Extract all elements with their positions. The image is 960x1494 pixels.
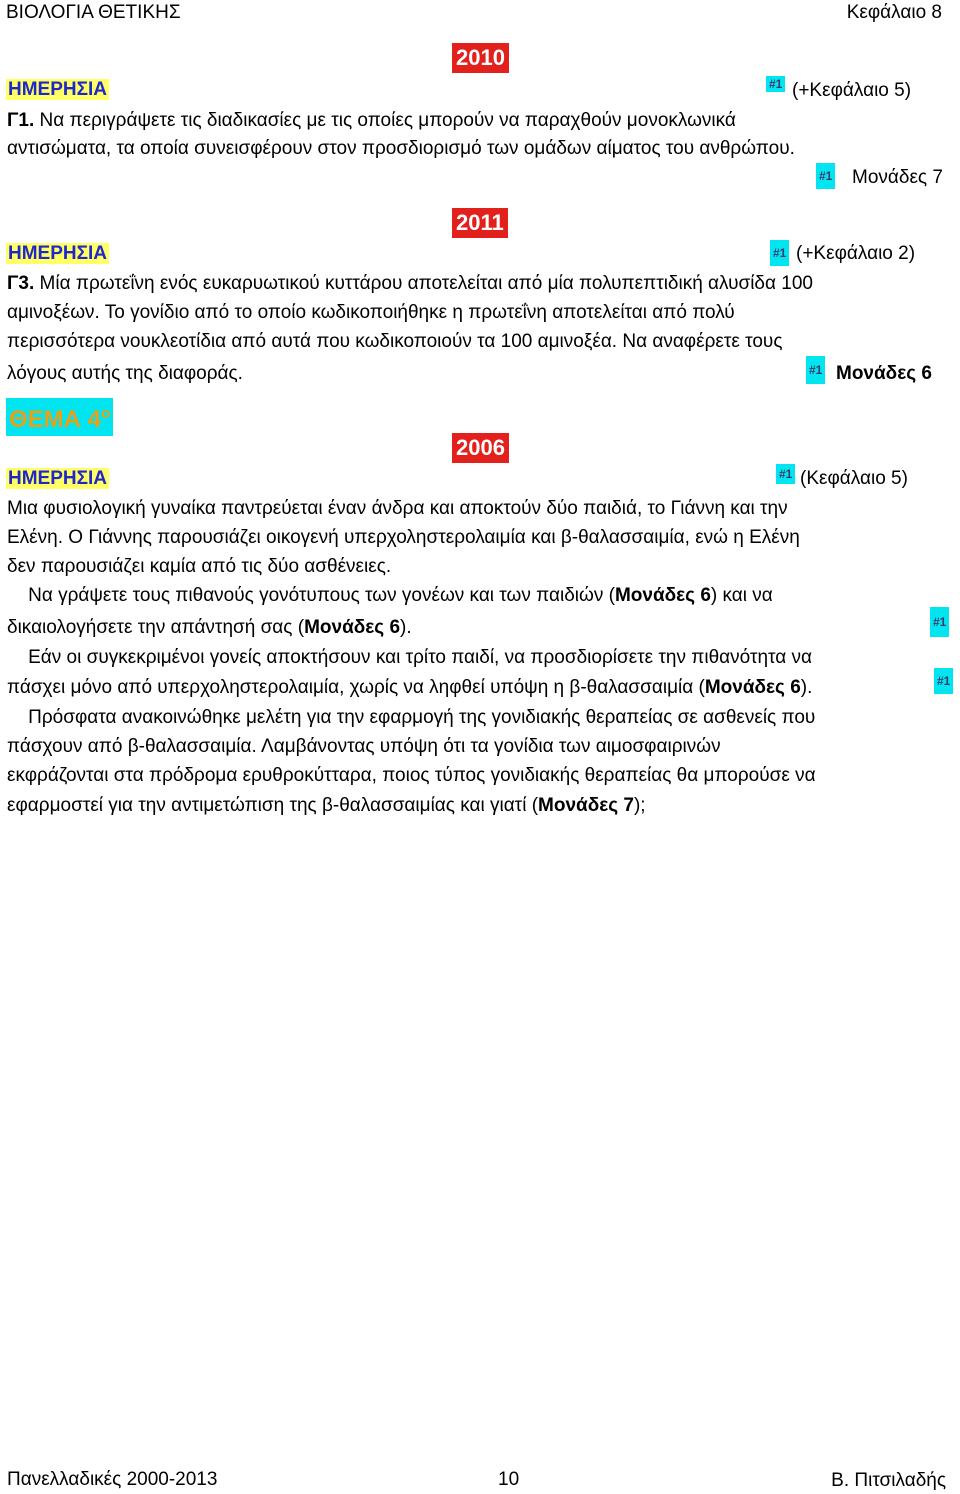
question-g1-line2: αντισώματα, τα οποία συνεισφέρουν στον προσδιορισμό των ομάδων αίματος του ανθρώπου. bbox=[7, 138, 795, 159]
problem-para4-line3: εκφράζονται στα πρόδρομα ερυθροκύτταρα, ποιος τύπος γονιδιακής θεραπείας θα μπορούσε να bbox=[7, 765, 816, 786]
session-label-2010 bbox=[6, 79, 109, 101]
chapter-ref-2006: (Κεφάλαιο 5) bbox=[800, 468, 908, 489]
problem-para1-line2: Ελένη. Ο Γιάννης παρουσιάζει οικογενή υπερχοληστερολαιμία και β-θαλασσαιμία, ενώ η Ελένη bbox=[7, 527, 800, 548]
hash-tag-icon[interactable]: #1 bbox=[806, 356, 825, 384]
points-2010: Μονάδες 7 bbox=[852, 167, 943, 188]
session-label-2011 bbox=[6, 243, 109, 265]
question-g3-line4: λόγους αυτής της διαφοράς. bbox=[7, 363, 243, 384]
problem-para2-line1: Να γράψετε τους πιθανούς γονότυπους των γονέων και των παιδιών (Μονάδες 6) και να bbox=[7, 585, 773, 606]
session-label-2006 bbox=[6, 468, 109, 490]
hash-tag-icon[interactable]: #1 bbox=[766, 76, 785, 92]
hash-tag-icon[interactable]: #1 bbox=[934, 668, 953, 694]
question-g3-line1: Γ3. Μία πρωτεΐνη ενός ευκαρυωτικού κυττάρου αποτελείται από μία πολυπεπτιδική αλυσίδα 100 bbox=[7, 273, 813, 294]
year-badge-2006: 2006 bbox=[452, 433, 509, 463]
problem-para2-line2: δικαιολογήσετε την απάντησή σας (Μονάδες 6). bbox=[7, 617, 412, 638]
footer-left: Πανελλαδικές 2000-2013 bbox=[7, 1469, 218, 1490]
thema-heading: ΘΕΜΑ $4^o$ bbox=[6, 398, 113, 436]
hash-tag-icon[interactable]: #1 bbox=[770, 240, 789, 266]
chapter-ref-2011: (+Κεφάλαιο 2) bbox=[796, 243, 916, 264]
problem-para4-line1: Πρόσφατα ανακοινώθηκε μελέτη για την εφαρμογή της γονιδιακής θεραπείας σε ασθενείς που bbox=[7, 707, 816, 728]
chapter-ref-2010: (+Κεφάλαιο 5) bbox=[792, 80, 912, 101]
question-g3-line3: περισσότερα νουκλεοτίδια από αυτά που κωδικοποιούν τα 100 αμινοξέα. Να αναφέρετε τους bbox=[7, 331, 783, 352]
points-2011: Μονάδες 6 bbox=[836, 363, 932, 384]
session-text: ΗΜΕΡΗΣΙΑ bbox=[8, 468, 108, 489]
header-chapter: Κεφάλαιο 8 bbox=[846, 2, 942, 23]
year-badge-2010: 2010 bbox=[452, 43, 509, 73]
question-g3-line2: αμινοξέων. Το γονίδιο από το οποίο κωδικοποιήθηκε η πρωτεΐνη αποτελείται από πολύ bbox=[7, 302, 735, 323]
problem-para3-line1: Εάν οι συγκεκριμένοι γονείς αποκτήσουν και τρίτο παιδί, να προσδιορίσετε την πιθανότητα να bbox=[7, 647, 813, 668]
problem-para1-line1: Μια φυσιολογική γυναίκα παντρεύεται έναν άνδρα και αποκτούν δύο παιδιά, το Γιάννη και την bbox=[7, 498, 788, 519]
problem-para4-line2: πάσχουν από β-θαλασσαιμία. Λαμβάνοντας υπόψη ότι τα γονίδια των αιμοσφαιρινών bbox=[7, 736, 721, 757]
footer-page-number: 10 bbox=[498, 1469, 520, 1490]
problem-para3-line2: πάσχει μόνο από υπερχοληστερολαιμία, χωρίς να ληφθεί υπόψη η β-θαλασσαιμία (Μονάδες 6). bbox=[7, 677, 813, 698]
header-subject: ΒΙΟΛΟΓΙΑ ΘΕΤΙΚΗΣ bbox=[6, 2, 181, 23]
problem-para4-line4: εφαρμοστεί για την αντιμετώπιση της β-θαλασσαιμίας και γιατί (Μονάδες 7); bbox=[7, 795, 646, 816]
hash-tag-icon[interactable]: #1 bbox=[930, 607, 949, 637]
hash-tag-icon[interactable]: #1 bbox=[816, 163, 835, 189]
question-g1-line1: Γ1. Να περιγράψετε τις διαδικασίες με τις οποίες μπορούν να παραχθούν μονοκλωνικά bbox=[7, 110, 736, 131]
hash-tag-icon[interactable]: #1 bbox=[776, 464, 795, 484]
footer-author: Β. Πιτσιλαδής bbox=[831, 1470, 946, 1491]
session-text: ΗΜΕΡΗΣΙΑ bbox=[8, 79, 108, 100]
session-text: ΗΜΕΡΗΣΙΑ bbox=[8, 243, 108, 264]
problem-para1-line3: δεν παρουσιάζει καμία από τις δύο ασθένειες. bbox=[7, 556, 392, 577]
year-badge-2011: 2011 bbox=[452, 208, 508, 238]
